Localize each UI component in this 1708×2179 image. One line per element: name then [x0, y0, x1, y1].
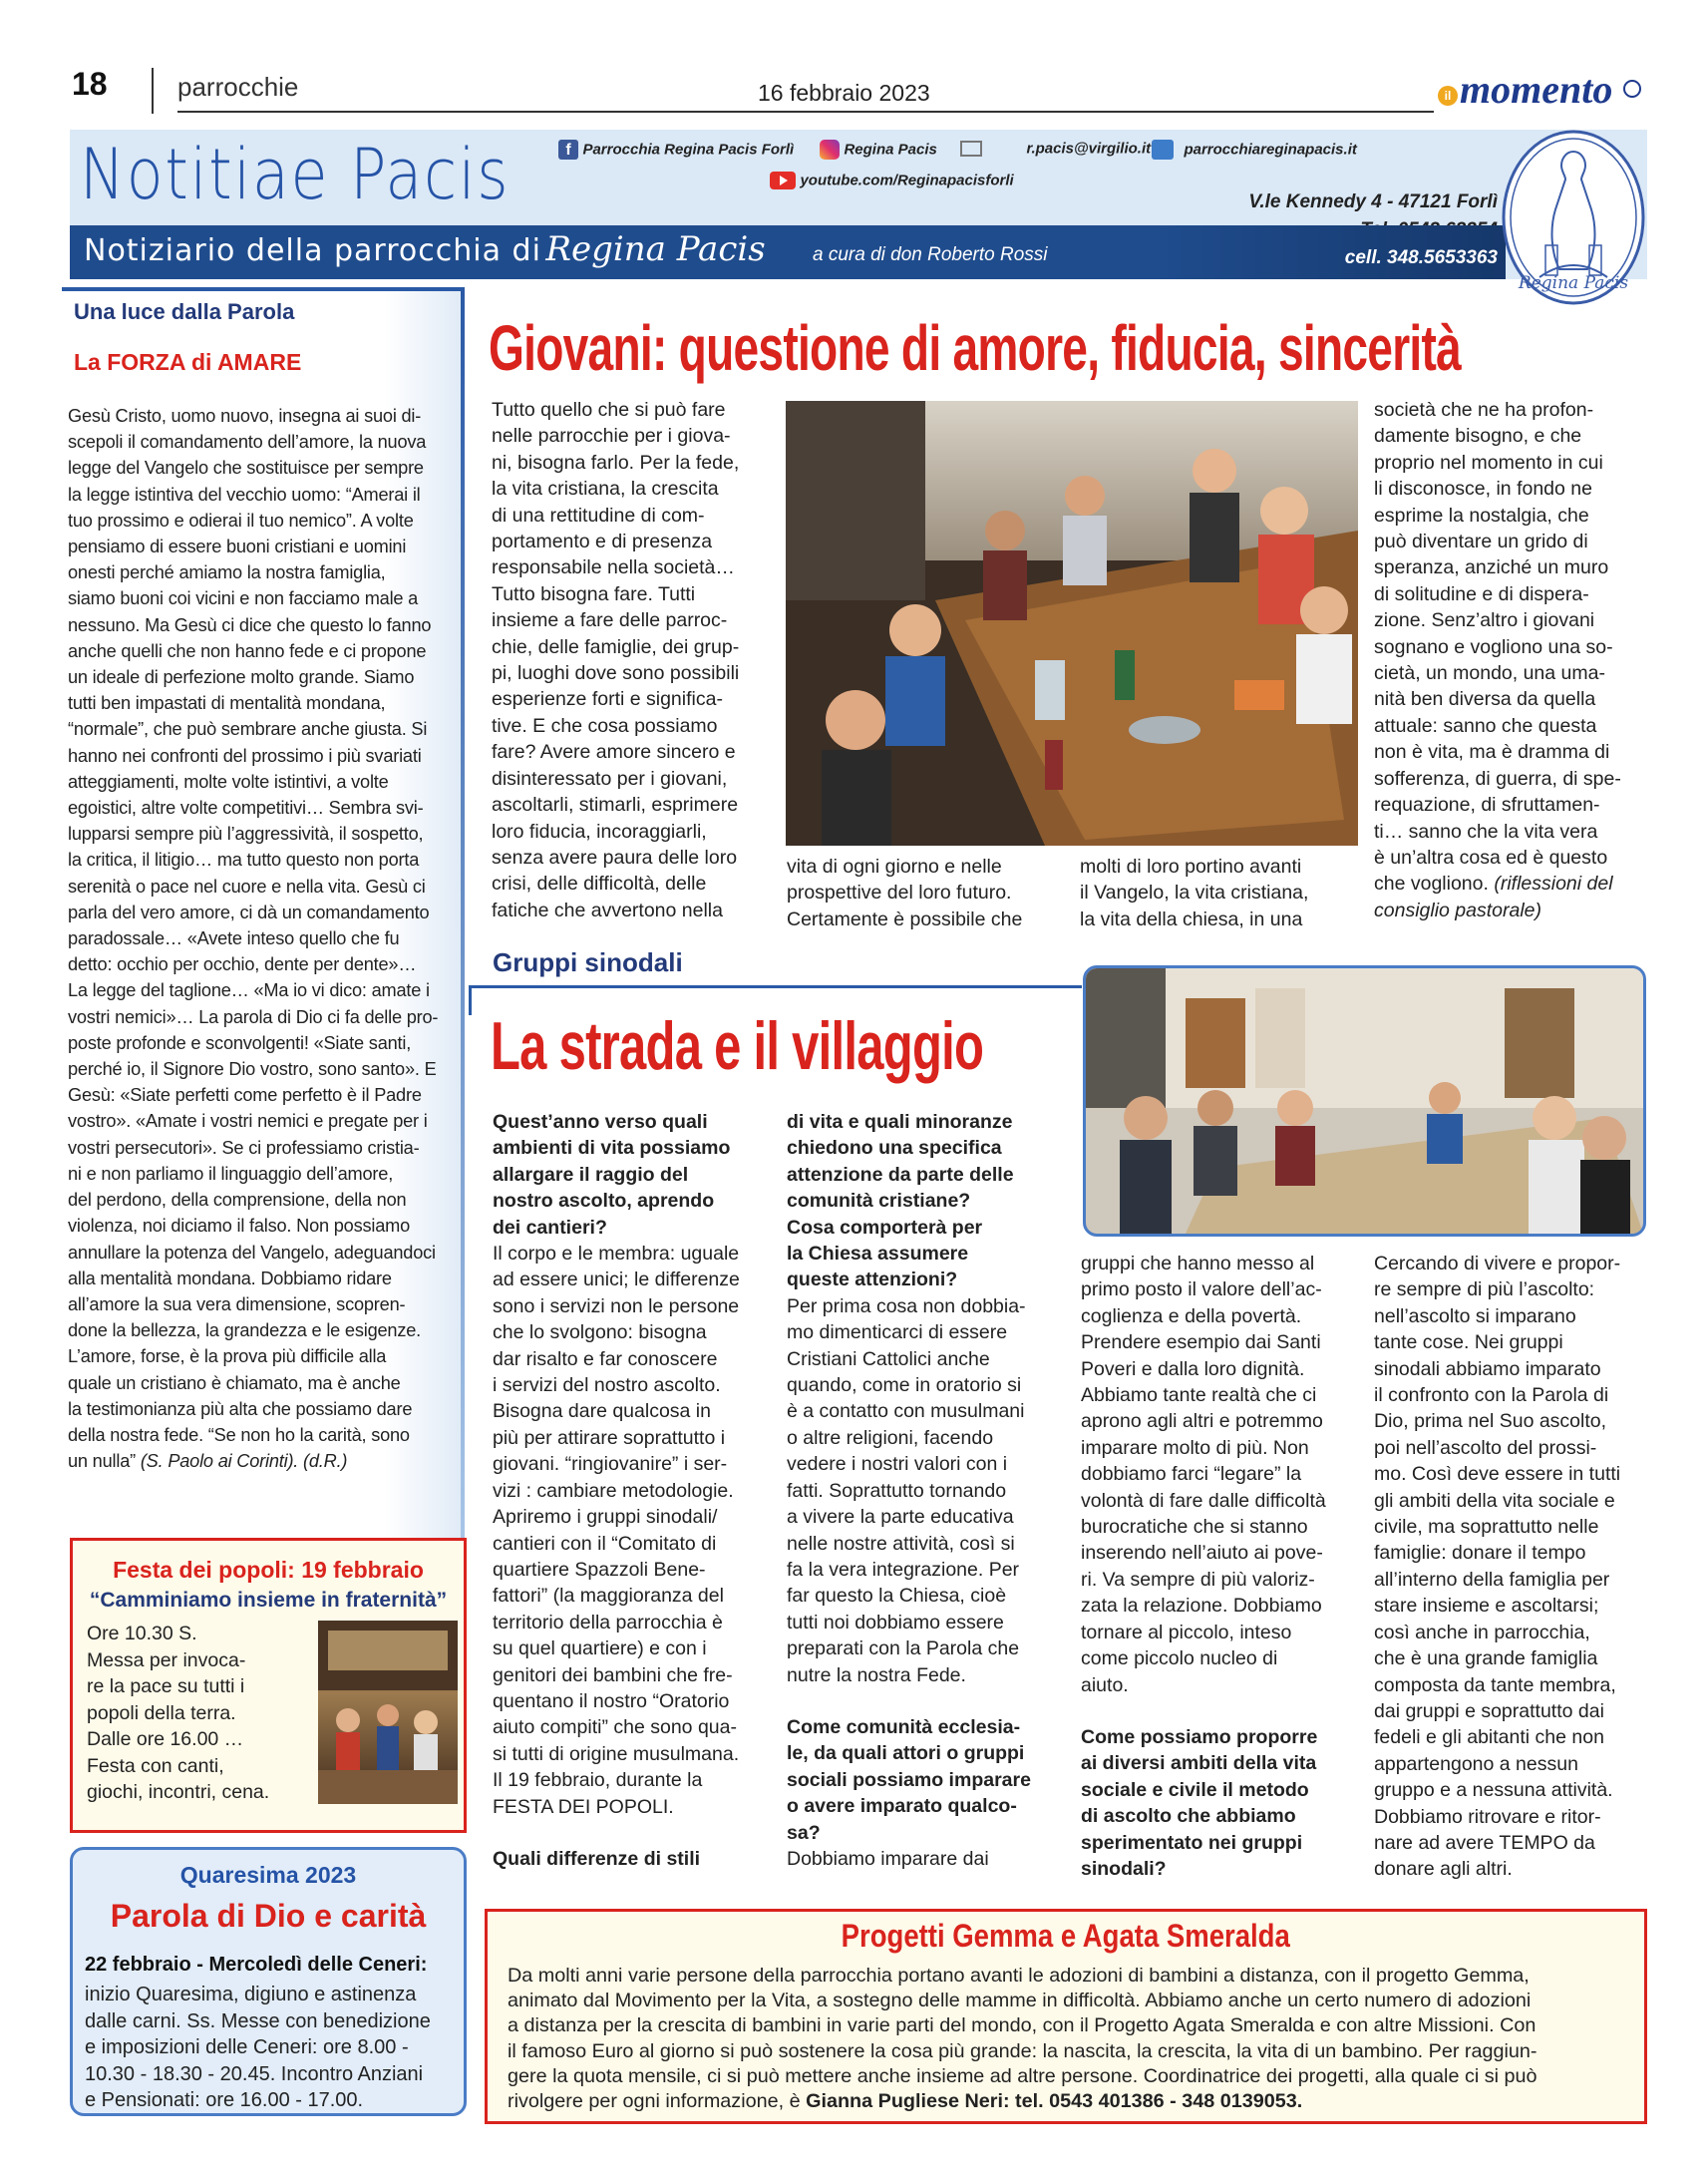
left-article-body [68, 403, 457, 1474]
article1-line: sofferenza, di guerra, di spe- [1374, 767, 1621, 790]
instagram-icon [820, 140, 840, 160]
article2-question: o avere imparato qualco- [787, 1795, 1017, 1818]
article2-line: re sempre di più l’ascolto: [1374, 1278, 1595, 1301]
left-body-line: nessuno. Ma Gesù ci dice che questo lo fanno [68, 614, 432, 635]
article2-line: famiglie: donare il tempo [1374, 1542, 1586, 1565]
left-body-line: onesti perché amiamo la nostra famiglia, [68, 562, 386, 583]
festa-body [87, 1621, 316, 1806]
left-body-line: del perdono, della comprensione, della non [68, 1190, 407, 1211]
progetti-box [485, 1909, 1647, 2124]
progetti-line: il famoso Euro al giorno si può sostenere la cosa più grande: la nascita, la crescita, la vita di un bambino. Per raggiun- [508, 2039, 1537, 2062]
article2-rule-top [469, 985, 1082, 988]
article1-col3 [1080, 854, 1364, 932]
article1-line: tive. E che cosa possiamo [492, 714, 718, 737]
left-body-line: della nostra fede. “Se non ho la carità, sono [68, 1424, 410, 1445]
left-kicker: Una luce dalla Parola [74, 299, 295, 324]
article1-line: ti… sanno che la vita vera [1374, 820, 1598, 843]
article2-question: di vita e quali minoranze [787, 1111, 1013, 1133]
article2-line: composta da tante membra, [1374, 1673, 1616, 1696]
article2-line: FESTA DEI POPOLI. [493, 1795, 674, 1818]
article1-note: consiglio pastorale) [1374, 899, 1542, 921]
social-website[interactable] [1152, 140, 1357, 164]
article2-line: territorio della parrocchia è [493, 1611, 723, 1634]
article1-title [489, 311, 1635, 383]
article1-note: (riflessioni del [1494, 873, 1613, 896]
social-instagram[interactable] [820, 140, 937, 164]
article2-question: Quali differenze di stili [493, 1847, 701, 1870]
article2-question: di ascolto che abbiamo [1081, 1805, 1296, 1828]
paragraph-gap [787, 1688, 1076, 1714]
left-body-line: tutti ben impastati di mentalità mondana, [68, 693, 386, 714]
quaresima-line: dalle carni. Ss. Messe con benedizione [85, 2009, 431, 2032]
article2-question: Quest’anno verso quali [493, 1111, 708, 1133]
article1-line [1374, 871, 1648, 897]
article2-line: poi nell’ascolto del prossi- [1374, 1436, 1597, 1459]
left-body-line: vostri persecutori». Se ci professiamo cristia- [68, 1137, 420, 1158]
article1-line: requazione, di sfruttamen- [1374, 794, 1600, 817]
article2-question: ai diversi ambiti della vita [1081, 1752, 1317, 1775]
article2-question: la Chiesa assumere [787, 1243, 969, 1266]
article1-line: fatiche che avvertono nella [492, 899, 723, 921]
article1-line: molti di loro portino avanti [1080, 856, 1302, 878]
progetti-line: animato dal Movimento per la Vita, a sostegno delle mamme in difficoltà. Abbiamo anche un certo numero di adozioni [508, 1990, 1532, 2012]
quaresima-body [85, 1982, 460, 2114]
masthead [70, 130, 1647, 307]
article1-line: è un’altra cosa ed è questo [1374, 846, 1608, 869]
left-body-line: all’amore la sua vera dimensione, scopren- [68, 1293, 406, 1314]
paragraph-gap [493, 1820, 782, 1846]
quaresima-lead: 22 febbraio - Mercoledì delle Ceneri: [85, 1954, 428, 1976]
festa-subtitle: “Camminiamo insieme in fraternità” [89, 1589, 448, 1612]
article1-line: speranza, anziché un muro [1374, 556, 1609, 579]
article2-line: sinodali abbiamo imparato [1374, 1357, 1601, 1380]
article1-line: sognano e vogliono una so- [1374, 635, 1613, 658]
article2-line: Dio, prima nel Suo ascolto, [1374, 1410, 1607, 1433]
article2-question: sociale e civile il metodo [1081, 1778, 1309, 1801]
social-youtube[interactable] [770, 172, 1014, 195]
article2-line: sono i servizi non le persone [493, 1294, 740, 1317]
masthead-title: Notitiae Pacis [80, 134, 511, 215]
festa-title: Festa dei popoli: 19 febbraio [113, 1557, 424, 1583]
progetti-contact: Gianna Pugliese Neri: tel. 0543 401386 - 348 0139053. [806, 2090, 1303, 2113]
article2-line: nutre la nostra Fede. [787, 1663, 966, 1686]
article2-line: nare ad avere TEMPO da [1374, 1831, 1595, 1854]
left-body-line: violenza, noi diciamo il falso. Non possiamo [68, 1216, 410, 1237]
subtitle-text: Notiziario della parrocchia di [84, 233, 541, 268]
article2-line: vedere i nostri valori con i [787, 1453, 1008, 1476]
page-header [0, 0, 1708, 120]
header-rule [177, 111, 1434, 113]
article2-line: Per prima cosa non dobbia- [787, 1294, 1026, 1317]
progetti-body [508, 1964, 1634, 2114]
article2-question: dei cantieri? [493, 1216, 607, 1239]
progetti-last-line [508, 2089, 1634, 2114]
article2-question: sa? [787, 1821, 821, 1844]
left-body-line: detto: occhio per occhio, dente per dente»… [68, 954, 417, 975]
left-body-line: legge del Vangelo che sostituisce per sempre [68, 458, 424, 479]
article2-line: far questo la Chiesa, cioè [787, 1585, 1007, 1608]
article2-col4 [1374, 1251, 1648, 1883]
header-divider [152, 68, 154, 114]
left-body-line: alla mentalità mondana. Dobbiamo ridare [68, 1268, 392, 1288]
article2-question: Come possiamo proporre [1081, 1725, 1318, 1748]
progetti-line: gere la quota mensile, ci si può mettere anche insieme ad altre persone. Coordinatrice dei progetti, alla quale ci si può [508, 2064, 1537, 2087]
article1-line: ascoltarli, stimarli, esprimere [492, 794, 739, 817]
article2-line: dobbiamo farci “legare” la [1081, 1463, 1302, 1486]
article1-line: la vita cristiana, la crescita [492, 478, 719, 501]
progetti-line: Da molti anni varie persone della parrocchia portano avanti le adozioni di bambini a distanza, con il progetto Gemma, [508, 1965, 1530, 1987]
left-body-line: “normale”, che può sembrare anche giusta. Si [68, 719, 428, 740]
article2-question: sperimentato nei gruppi [1081, 1831, 1303, 1854]
article2-line: appartengono a nessun [1374, 1752, 1578, 1775]
quaresima-kicker: Quaresima 2023 [179, 1862, 357, 1888]
progetti-line: a distanza per la crescita di bambini in varie parti del mondo, con il Progetto Agata Smeralda e con altre Missioni. Con [508, 2014, 1537, 2037]
left-body-line: anche quelli che non hanno fede e ci propone [68, 640, 427, 661]
article2-line: Il corpo e le membra: uguale [493, 1243, 740, 1266]
article2-line: così anche in parrocchia, [1374, 1621, 1590, 1643]
article2-line: imparare molto di più. Non [1081, 1436, 1309, 1459]
article2-line: Apriremo i gruppi sinodali/ [493, 1506, 718, 1529]
article2-line: Poveri e dalla loro dignità. [1081, 1357, 1305, 1380]
article1-line: prospettive del loro futuro. [787, 882, 1012, 905]
article1-line: vita di ogni giorno e nelle [787, 856, 1002, 878]
article2-col3 [1081, 1251, 1365, 1882]
social-email[interactable] [960, 140, 1151, 164]
youtube-label: youtube.com/Reginapacisforli [800, 172, 1014, 189]
article2-line: tutti noi dobbiamo essere [787, 1611, 1004, 1634]
logo-prefix: il [1438, 86, 1458, 106]
facebook-label: Parrocchia Regina Pacis Forlì [582, 141, 795, 159]
article2-line: fedeli e gli abitanti che non [1374, 1726, 1604, 1749]
left-column-topbar [62, 287, 465, 291]
article2-line: volontà di fare dalle difficoltà [1081, 1489, 1326, 1512]
article2-photo [1083, 965, 1646, 1237]
article2-line: Il 19 febbraio, durante la [493, 1769, 703, 1792]
article1-line: cietà, un mondo, una uma- [1374, 662, 1605, 685]
quaresima-line: inizio Quaresima, digiuno e astinenza [85, 1984, 417, 2005]
article2-line: mo dimenticarci di essere [787, 1321, 1008, 1344]
left-column-rule [461, 291, 465, 1558]
festa-line: re la pace su tutti i [87, 1675, 245, 1697]
article1-line: Certamente è possibile che [787, 908, 1023, 930]
article2-line: più per attirare soprattutto i [493, 1426, 726, 1449]
article2-line: Cercando di vivere e propor- [1374, 1253, 1621, 1274]
article1-line: esprime la nostalgia, che [1374, 504, 1589, 527]
mail-icon [960, 141, 982, 157]
page-number: 18 [72, 66, 108, 102]
left-body-line: la testimonianza più alta che possiamo dare [68, 1398, 413, 1419]
left-body-line: La legge del taglione… «Ma io vi dico: amate i [68, 980, 430, 1001]
article1-line: senza avere paura delle loro [492, 846, 738, 869]
left-body-last-line [68, 1448, 457, 1474]
article1-line: crisi, delle difficoltà, delle [492, 873, 707, 896]
left-body-line: vostri nemici»… La parola di Dio ci fa delle pro- [68, 1006, 439, 1027]
article1-line: insieme a fare delle parroc- [492, 609, 728, 632]
article1-line: può diventare un grido di [1374, 531, 1588, 553]
article2-line: nell’ascolto si imparano [1374, 1304, 1576, 1327]
article1-line: pi, luoghi dove sono possibili [492, 662, 740, 685]
left-body-line: quale un cristiano è chiamato, ma è anche [68, 1372, 401, 1393]
article2-line: gruppi che hanno messo al [1081, 1253, 1315, 1274]
parish-seal [1500, 128, 1647, 307]
article2-line: Bisogna dare qualcosa in [493, 1400, 711, 1423]
article1-col1 [492, 397, 781, 923]
article1-col4 [1374, 397, 1648, 923]
article2-line: tante cose. Nei gruppi [1374, 1331, 1563, 1354]
left-body-line: ni e non parliamo il linguaggio dell’amore, [68, 1163, 394, 1184]
article2-line: cantieri con il “Comitato di [493, 1532, 717, 1555]
article2-line: che lo svolgono: bisogna [493, 1321, 707, 1344]
quaresima-line: e Pensionati: ore 16.00 - 17.00. [85, 2089, 364, 2111]
article1-line: il Vangelo, la vita cristiana, [1080, 882, 1309, 905]
article2-line: civile, ma soprattutto nelle [1374, 1516, 1599, 1539]
quaresima-title: Parola di Dio e carità [110, 1898, 427, 1934]
article2-line: quentano il nostro “Oratorio [493, 1689, 730, 1712]
article1-line: Tutto quello che si può fare [492, 399, 726, 421]
article2-line: nelle nostre attività, così si [787, 1532, 1015, 1555]
article2-question: chiedono una specifica [787, 1137, 1002, 1160]
article2-question: comunità cristiane? [787, 1190, 971, 1213]
left-body-line: lupparsi sempre più l’aggressività, il sospetto, [68, 824, 424, 845]
festa-line: popoli della terra. [87, 1701, 236, 1724]
article1-line: damente bisogno, e che [1374, 425, 1582, 448]
parish-cell: cell. 348.5653363 [1344, 247, 1498, 268]
article1-line: disinteressato per i giovani, [492, 767, 728, 790]
logo-text: momento [1460, 67, 1613, 112]
left-body-line: serenità o pace nel cuore e nella vita. Gesù ci [68, 876, 426, 897]
article2-line: aiuto. [1081, 1673, 1129, 1696]
paragraph-gap [1081, 1698, 1365, 1724]
article2-line: aprono agli altri e potremmo [1081, 1410, 1323, 1433]
left-body-line: vostro». «Amate i vostri nemici e pregate per i [68, 1111, 428, 1132]
website-icon [1152, 140, 1174, 160]
article1-line: fare? Avere amore sincero e [492, 741, 736, 764]
article2-question: queste attenzioni? [787, 1269, 958, 1291]
article2-rule-left [469, 985, 472, 1015]
article2-question: allargare il raggio del [493, 1163, 689, 1186]
instagram-label: Regina Pacis [844, 141, 937, 159]
article2-line: i servizi del nostro ascolto. [493, 1374, 721, 1397]
article2-line: aiuto compiti” che sono qua- [493, 1716, 737, 1739]
left-body-line: egoistici, altre volte competitivi… Sembra svi- [68, 798, 424, 819]
festa-line: giochi, incontri, cena. [87, 1781, 270, 1803]
quaresima-line: 10.30 - 18.30 - 20.45. Incontro Anziani [85, 2062, 424, 2085]
article2-question: Cosa comporterà per [787, 1216, 983, 1239]
article1-line: nità ben diversa da quella [1374, 688, 1596, 711]
article2-line: tornare al piccolo, inteso [1081, 1621, 1292, 1643]
article1-col2 [787, 854, 1071, 932]
progetti-line-text: rivolgere per ogni informazione, è [508, 2090, 807, 2113]
left-body-line: scepoli il comandamento dell’amore, la nuova [68, 432, 427, 453]
email-label: r.pacis@virgilio.it [1026, 140, 1152, 158]
article1-line: proprio nel momento in cui [1374, 451, 1603, 474]
article1-line: di solitudine e di dispera- [1374, 582, 1589, 605]
festa-line: Festa con canti, [87, 1754, 224, 1777]
article2-line: dar risalto e far conoscere [493, 1347, 718, 1370]
left-body-line: hanno nei confronti del prossimo i più svariati [68, 745, 422, 766]
logo-mark [1623, 80, 1641, 98]
article2-line: burocratiche che si stanno [1081, 1516, 1308, 1539]
article1-line: attuale: sanno che questa [1374, 714, 1597, 737]
left-body-line: annullare la potenza del Vangelo, adeguandoci [68, 1242, 436, 1263]
article2-question: attenzione da parte delle [787, 1163, 1014, 1186]
left-body-line: un ideale di perfezione molto grande. Siamo [68, 667, 415, 688]
left-body-line: tuo prossimo e odierai il tuo nemico”. A volte [68, 510, 414, 531]
article2-line: quartiere Spazzoli Bene- [493, 1558, 706, 1581]
youtube-icon [770, 172, 796, 189]
article2-line: stare insieme e ascoltarsi; [1374, 1595, 1599, 1618]
article2-line: fatti. Soprattutto tornando [787, 1479, 1007, 1502]
article2-line: o altre religioni, facendo [787, 1426, 994, 1449]
left-body-line: done la bellezza, la grandezza e le esigenze. [68, 1320, 421, 1341]
article2-question: sociali possiamo imparare [787, 1768, 1031, 1791]
article2-question: Come comunità ecclesia- [787, 1715, 1021, 1738]
left-body-line: Gesù: «Siate perfetti come perfetto è il Padre [68, 1085, 422, 1106]
article1-line: ni, bisogna farlo. Per la fede, [492, 451, 740, 474]
article2-title [491, 1007, 1109, 1087]
last-line-text: un nulla” [68, 1451, 141, 1472]
article1-line: esperienze forti e significa- [492, 688, 723, 711]
article2-title-text: La strada e il villaggio [491, 1008, 984, 1084]
quaresima-box [70, 1847, 467, 2116]
article2-line: quando, come in oratorio si [787, 1374, 1022, 1397]
progetti-title [488, 1918, 1644, 1955]
article1-photo [786, 401, 1358, 846]
article2-line: inserendo nell’aiuto ai pove- [1081, 1542, 1323, 1565]
progetti-title-text: Progetti Gemma e Agata Smeralda [841, 1918, 1291, 1954]
article2-line: Cristiani Cattolici anche [787, 1347, 990, 1370]
masthead-subtitle [84, 229, 766, 269]
article2-question: sinodali? [1081, 1857, 1167, 1880]
newspaper-logo [1438, 66, 1647, 110]
curator: a cura di don Roberto Rossi [813, 244, 1048, 265]
article2-line: genitori dei bambini che fre- [493, 1663, 733, 1686]
article2-line: si tutti di origine musulmana. [493, 1742, 740, 1765]
left-body-line: paradossale… «Avete inteso quello che fu [68, 928, 400, 949]
article2-kicker: Gruppi sinodali [493, 947, 683, 977]
left-body-line: siamo buoni coi vicini e non facciamo male a [68, 588, 419, 609]
article2-line: a vivere la parte educativa [787, 1506, 1014, 1529]
festa-line: Ore 10.30 S. [87, 1623, 197, 1644]
issue-date: 16 febbraio 2023 [758, 80, 930, 106]
subtitle-name: Regina Pacis [545, 229, 766, 269]
article2-question: le, da quali attori o gruppi [787, 1742, 1025, 1765]
quaresima-line: e imposizioni delle Ceneri: ore 8.00 - [85, 2036, 409, 2058]
festa-line: Dalle ore 16.00 … [87, 1728, 244, 1750]
article1-line: di una rettitudine di com- [492, 504, 705, 527]
section-name: parrocchie [177, 72, 299, 102]
article2-line: Abbiamo tante realtà che ci [1081, 1384, 1317, 1407]
article1-line: li disconosce, in fondo ne [1374, 478, 1592, 501]
article2-line: preparati con la Parola che [787, 1637, 1020, 1660]
article1-line-text: che vogliono. [1374, 873, 1495, 896]
seal-text: Regina Pacis [1518, 273, 1629, 293]
article2-line: Dobbiamo imparare dai [787, 1847, 989, 1870]
article2-line: gruppo e a nessuna attività. [1374, 1779, 1613, 1802]
article2-line: vizi : cambiare metodologie. [493, 1479, 734, 1502]
article1-title-text: Giovani: questione di amore, fiducia, sincerità [489, 312, 1462, 384]
left-body-line: perché io, il Signore Dio vostro, sono santo». E [68, 1059, 437, 1080]
article2-line: zata la relazione. Dobbiamo [1081, 1595, 1322, 1618]
article1-line: nelle parrocchie per i giova- [492, 425, 731, 448]
festa-photo [318, 1621, 458, 1804]
left-body-line: la legge istintiva del vecchio uomo: “Amerai il [68, 484, 421, 505]
article1-line: zione. Senz’altro i giovani [1374, 609, 1595, 632]
left-body-line: L’amore, forse, è la prova più difficile alla [68, 1346, 387, 1367]
article2-line: è a contatto con musulmani [787, 1400, 1025, 1423]
social-facebook[interactable] [558, 140, 794, 164]
left-body-line: poste profonde e sconvolgenti! «Siate santi, [68, 1032, 412, 1053]
article2-line: come piccolo nucleo di [1081, 1647, 1278, 1670]
article1-line: la vita della chiesa, in una [1080, 908, 1303, 930]
article1-line: società che ne ha profon- [1374, 399, 1594, 421]
parish-address: V.le Kennedy 4 - 47121 Forlì [1248, 191, 1498, 212]
article1-line: Tutto bisogna fare. Tutti [492, 582, 696, 605]
article2-line: coglienza e della povertà. [1081, 1304, 1302, 1327]
article2-line: all’interno della famiglia per [1374, 1568, 1610, 1591]
article2-line: su quel quartiere) e con i [493, 1637, 707, 1660]
left-title: La FORZA di AMARE [74, 349, 302, 375]
website-label: parrocchiareginapacis.it [1184, 141, 1357, 159]
article2-col2 [787, 1109, 1076, 1872]
article2-line: che è una grande famiglia [1374, 1647, 1598, 1670]
left-body-line: pensiamo di essere buoni cristiani e uomini [68, 537, 407, 557]
article2-line: ad essere unici; le differenze [493, 1269, 740, 1291]
article2-line: donare agli altri. [1374, 1858, 1513, 1881]
article2-line: ri. Va sempre di più valoriz- [1081, 1568, 1315, 1591]
article2-line: primo posto il valore dell’ac- [1081, 1278, 1322, 1301]
article1-line: non è vita, ma è dramma di [1374, 741, 1610, 764]
article1-line: loro fiducia, incoraggiarli, [492, 820, 707, 843]
article2-line: dai gruppi e soprattutto dai [1374, 1699, 1604, 1722]
left-body-line: atteggiamenti, molte volte istintivi, a volte [68, 771, 389, 792]
article2-col1 [493, 1109, 782, 1872]
article1-line: chie, delle famiglie, dei grup- [492, 635, 740, 658]
facebook-icon: f [558, 140, 578, 160]
article2-question: nostro ascolto, aprendo [493, 1190, 715, 1213]
festa-line: Messa per invoca- [87, 1648, 246, 1671]
left-body-line: Gesù Cristo, uomo nuovo, insegna ai suoi di- [68, 406, 422, 426]
festa-box [70, 1538, 467, 1833]
article1-line: responsabile nella società… [492, 556, 735, 579]
left-body-line: la critica, il litigio… ma tutto questo non porta [68, 850, 420, 871]
article2-line: fattori” (la maggioranza del [493, 1585, 724, 1608]
article2-line: Dobbiamo ritrovare e ritor- [1374, 1805, 1601, 1828]
article2-line: Prendere esempio dai Santi [1081, 1331, 1321, 1354]
article2-line: fa la vera integrazione. Per [787, 1558, 1020, 1581]
article2-question: ambienti di vita possiamo [493, 1137, 731, 1160]
citation: (S. Paolo ai Corinti). (d.R.) [140, 1451, 348, 1472]
article1-line: portamento e di presenza [492, 531, 713, 553]
article2-line: giovani. “ringiovanire” i ser- [493, 1453, 728, 1476]
left-body-line: parla del vero amore, ci dà un comandamento [68, 902, 430, 922]
article2-line: mo. Così deve essere in tutti [1374, 1463, 1621, 1486]
article2-line: gli ambiti della vita sociale e [1374, 1489, 1615, 1512]
article2-line: il confronto con la Parola di [1374, 1384, 1609, 1407]
